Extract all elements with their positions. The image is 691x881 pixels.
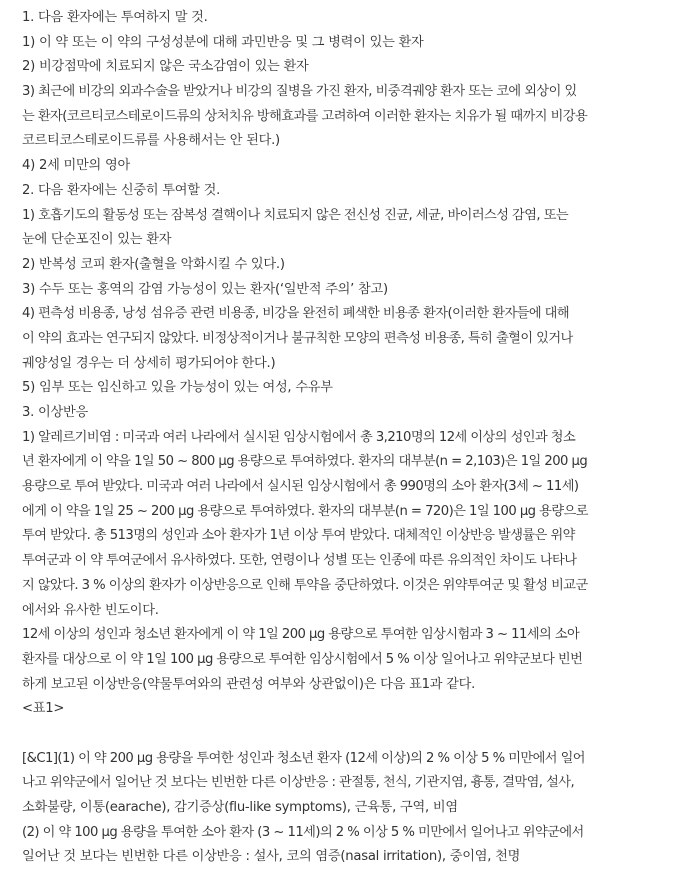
text-line: 는 환자(코르티코스테로이드류의 상처치유 방해효과를 고려하여 이러한 환자는 치유가 될 때까지 비강용 — [22, 108, 588, 124]
text-line: 1) 알레르기비염 : 미국과 여러 나라에서 실시된 임상시험에서 총 3,210명의 12세 이상의 성인과 청소 — [22, 429, 576, 445]
text-line: 에서와 유사한 빈도이다. — [22, 602, 159, 618]
text-line: 1) 이 약 또는 이 약의 구성성분에 대해 과민반응 및 그 병력이 있는 환자 — [22, 34, 424, 50]
text-line: [&C1](1) 이 약 200 μg 용량을 투여한 성인과 청소년 환자 (12세 이상)의 2 % 이상 5 % 미만에서 일어 — [22, 750, 585, 766]
text-line: 하게 보고된 이상반응(약물투여와의 관련성 여부와 상관없이)은 다음 표1과 같다. — [22, 676, 476, 692]
text-line: 2) 비강점막에 치료되지 않은 국소감염이 있는 환자 — [22, 59, 309, 75]
section-heading-caution: 2. 다음 환자에는 신중히 투여할 것. — [22, 182, 221, 198]
text-line: 눈에 단순포진이 있는 환자 — [22, 232, 172, 248]
section-heading-contraindications: 1. 다음 환자에는 투여하지 말 것. — [22, 10, 208, 25]
text-line: 지 않았다. 3 % 이상의 환자가 이상반응으로 인해 투약을 중단하였다. 이것은 위약투여군 및 활성 비교군 — [22, 577, 588, 593]
text-line: 4) 편측성 비용종, 낭성 섬유증 관련 비용종, 비강을 완전히 폐색한 비용종 환자(이러한 환자들에 대해 — [22, 306, 570, 322]
text-line: 2) 반복성 코피 환자(출혈을 악화시킬 수 있다.) — [22, 256, 285, 272]
blank-line — [22, 722, 685, 747]
text-line: 투여군과 이 약 투여군에서 유사하였다. 또한, 연령이나 성별 또는 인종에 따른 유의적인 차이도 나타나 — [22, 553, 577, 569]
text-line: 5) 임부 또는 임신하고 있을 가능성이 있는 여성, 수유부 — [22, 380, 333, 396]
text-line: 환자를 대상으로 이 약 1일 100 μg 용량으로 투여한 임상시험에서 5 % 이상 일어나고 위약군보다 빈번 — [22, 651, 583, 667]
text-line: 나고 위약군에서 일어난 것 보다는 빈번한 다른 이상반응 : 관절통, 천식, 기관지염, 흉통, 결막염, 설사, — [22, 775, 575, 791]
text-line: 에게 이 약을 1일 25 ~ 200 μg 용량으로 투여하였다. 환자의 대부분(n = 720)은 1일 100 μg 용량으로 — [22, 503, 588, 519]
text-line: 4) 2세 미만의 영아 — [22, 158, 130, 174]
text-line: 일어난 것 보다는 빈번한 다른 이상반응 : 설사, 코의 염증(nasal irritation), 중이염, 천명 — [22, 849, 521, 865]
text-line: 1) 호흡기도의 활동성 또는 잠복성 결핵이나 치료되지 않은 전신성 진균, 세균, 바이러스성 감염, 또는 — [22, 207, 569, 223]
text-line: 코르티코스테로이드류를 사용해서는 안 된다.) — [22, 133, 280, 149]
text-line: 용량으로 투여 받았다. 미국과 여러 나라에서 실시된 임상시험에서 총 990명의 소아 환자(3세 ~ 11세) — [22, 479, 579, 495]
text-line: 년 환자에게 이 약을 1일 50 ~ 800 μg 용량으로 투여하였다. 환자의 대부분(n = 2,103)은 1일 200 μg — [22, 454, 588, 470]
section-heading-adverse-reactions: 3. 이상반응 — [22, 405, 88, 420]
text-line: 12세 이상의 성인과 청소년 환자에게 이 약 1일 200 μg 용량으로 투여한 임상시험과 3 ~ 11세의 소아 — [22, 627, 580, 643]
text-line: 3) 최근에 비강의 외과수술을 받았거나 비강의 질병을 가진 환자, 비중격궤양 환자 또는 코에 외상이 있 — [22, 84, 577, 100]
table-reference: <표1> — [22, 701, 65, 717]
text-line: 이 약의 효과는 연구되지 않았다. 비정상적이거나 불규칙한 모양의 편측성 비용종, 특히 출혈이 있거나 — [22, 330, 573, 346]
text-line: 3) 수두 또는 홍역의 감염 가능성이 있는 환자(‘일반적 주의’ 참고) — [22, 281, 388, 297]
text-line: 소화불량, 이통(earache), 감기증상(flu-like symptoms), 근육통, 구역, 비염 — [22, 800, 458, 815]
text-line: 투여 받았다. 총 513명의 성인과 소아 환자가 1년 이상 투여 받았다. 대체적인 이상반응 발생률은 위약 — [22, 528, 575, 544]
text-line: (2) 이 약 100 μg 용량을 투여한 소아 환자 (3 ~ 11세)의 2 % 이상 5 % 미만에서 일어나고 위약군에서 — [22, 824, 584, 840]
text-line: 궤양성일 경우는 더 상세히 평가되어야 한다.) — [22, 355, 276, 371]
